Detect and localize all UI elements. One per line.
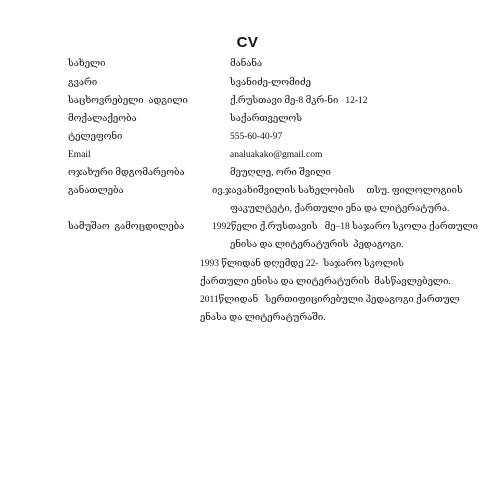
experience-line: ქართული ენისა და ლიტერატურის მასწავლებელი. — [200, 277, 451, 287]
field-label: Email — [68, 150, 91, 160]
page-title: CV — [236, 34, 259, 51]
experience-line: 2011წლიდან სერთიფიცირებული პედაგოგი ქართულ — [200, 295, 460, 305]
field-value: სვანიძე-ლომიძე — [230, 78, 311, 88]
experience-label: სამუშაო გამოცდილება — [68, 222, 185, 232]
education-line: ფაკულტეტი, ქართული ენა და ლიტერატურა. — [230, 204, 450, 214]
field-label: ოჯახური მდგომარეობა — [68, 168, 185, 178]
field-value: ქ.რუსთავი მე-8 მკრ-ნი 12-12 — [230, 96, 368, 106]
field-value: საქართველოს — [230, 114, 302, 124]
field-label: ტელეფონი — [68, 132, 123, 142]
experience-line: 1992წელი ქ.რუსთავის მე–18 საჯარო სკოლა ქართული — [212, 222, 478, 232]
experience-line: ენასა და ლიტერატურაში. — [200, 313, 326, 323]
education-label: განათლება — [68, 186, 124, 196]
field-value: 555-60-40-97 — [230, 132, 283, 142]
field-label: გვარი — [68, 78, 98, 88]
field-value: მეუღლე, ორი შვილი — [230, 168, 331, 178]
education-line: ივ.ჯავახიშვილის სახელობის თსუ. ფილოლოგიის — [212, 186, 463, 196]
field-label: სახელი — [68, 59, 106, 69]
experience-line: ენისა და ლიტერატურის პედაგოგი. — [230, 240, 404, 250]
field-label: საცხოვრებელი ადგილი — [68, 96, 188, 106]
field-label: მოქალაქეობა — [68, 114, 137, 124]
email-value[interactable]: analuakako@gmail.com — [230, 150, 323, 160]
field-value: მანანა — [230, 59, 263, 69]
experience-line: 1993 წლიდან დღემდე 22- საჯარო სკოლის — [200, 259, 404, 269]
